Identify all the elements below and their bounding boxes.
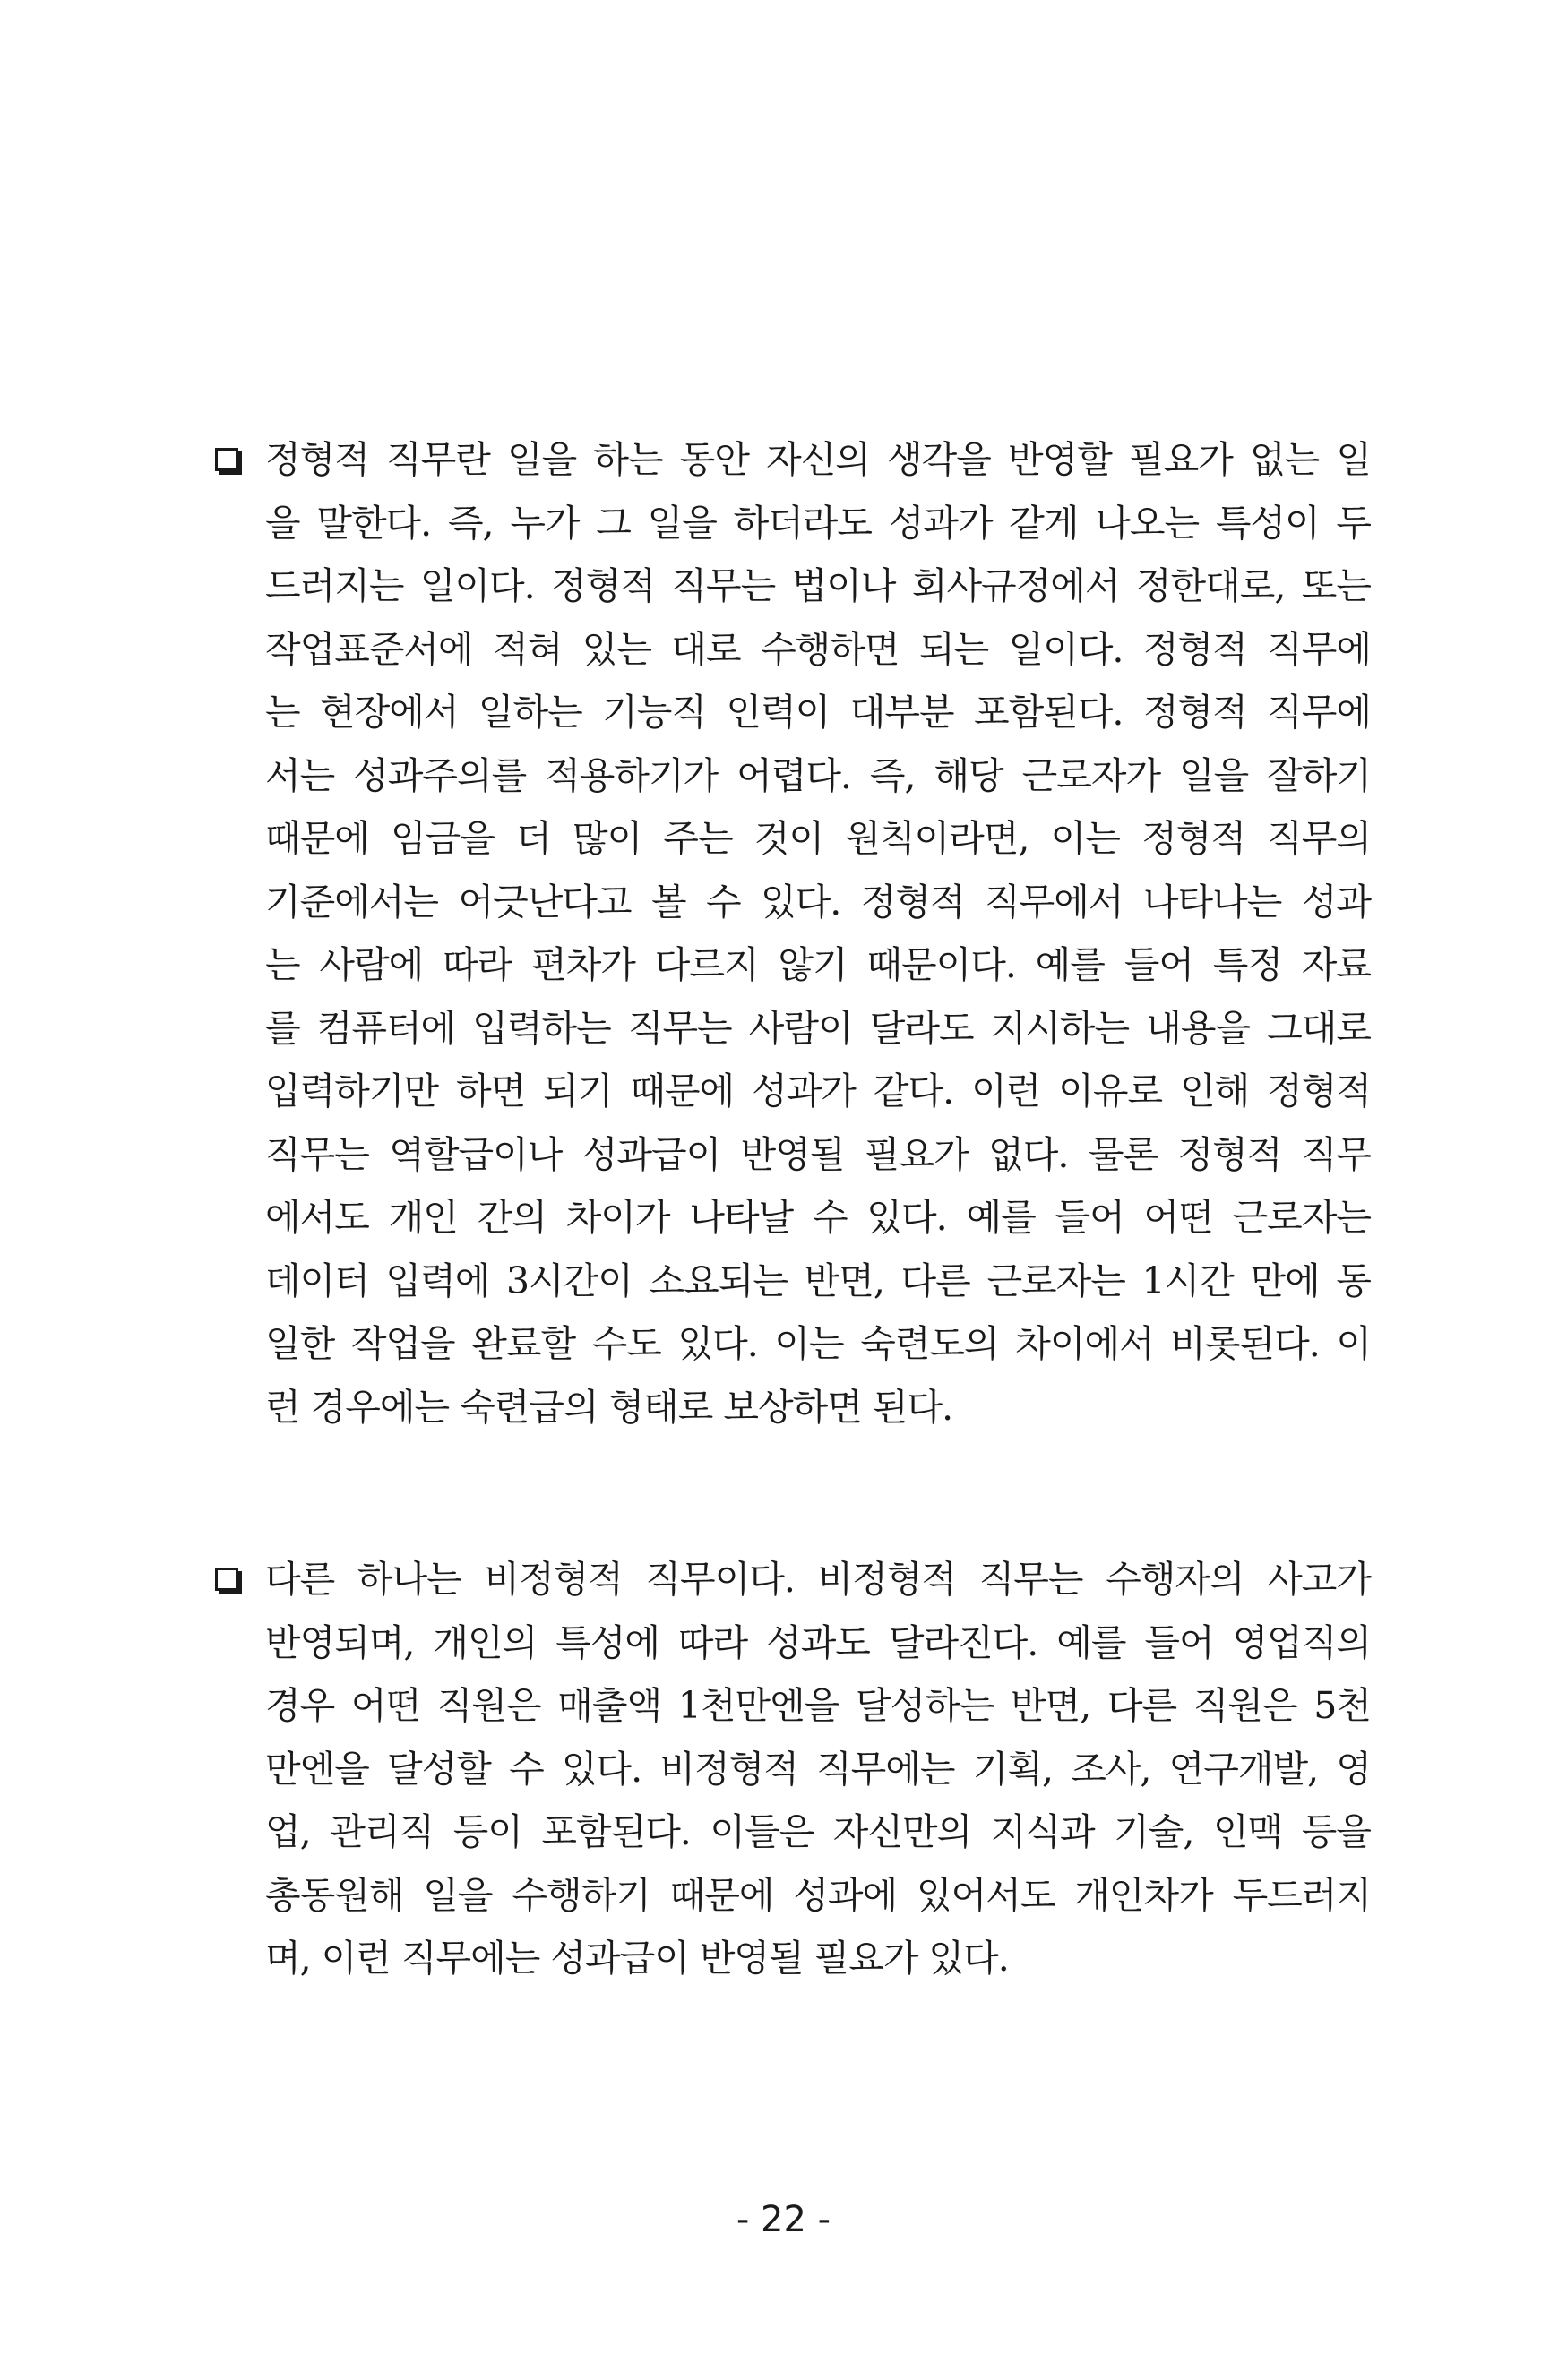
text-line: 런 경우에는 숙련급의 형태로 보상하면 된다. <box>265 1385 953 1429</box>
text-line: 드러지는 일이다. 정형적 직무는 법이나 회사규정에서 정한대로, 또는 <box>265 564 1371 607</box>
text-line: 작업표준서에 적혀 있는 대로 수행하면 되는 일이다. 정형적 직무에 <box>265 627 1371 671</box>
text-line: 며, 이런 직무에는 성과급이 반영될 필요가 있다. <box>265 1937 1009 1980</box>
text-line: 을 말한다. 즉, 누가 그 일을 하더라도 성과가 같게 나오는 특성이 두 <box>265 501 1371 545</box>
text-line: 때문에 임금을 더 많이 주는 것이 원칙이라면, 이는 정형적 직무의 <box>265 817 1371 860</box>
paragraph-text <box>265 1548 1371 1990</box>
page-number: - 22 - <box>736 2199 831 2240</box>
paragraph-text <box>265 428 1371 1439</box>
text-line: 업, 관리직 등이 포함된다. 이들은 자신만의 지식과 기술, 인맥 등을 <box>265 1810 1371 1853</box>
text-line: 에서도 개인 간의 차이가 나타날 수 있다. 예를 들어 어떤 근로자는 <box>265 1196 1371 1239</box>
text-line: 반영되며, 개인의 특성에 따라 성과도 달라진다. 예를 들어 영업직의 <box>265 1620 1371 1664</box>
text-line: 는 사람에 따라 편차가 다르지 않기 때문이다. 예를 들어 특정 자료 <box>265 943 1371 986</box>
text-line: 데이터 입력에 3시간이 소요되는 반면, 다른 근로자는 1시간 만에 동 <box>265 1259 1371 1302</box>
text-line: 총동원해 일을 수행하기 때문에 성과에 있어서도 개인차가 두드러지 <box>265 1873 1371 1917</box>
text-line: 기준에서는 어긋난다고 볼 수 있다. 정형적 직무에서 나타나는 성과 <box>265 880 1371 924</box>
text-line: 만엔을 달성할 수 있다. 비정형적 직무에는 기획, 조사, 연구개발, 영 <box>265 1747 1371 1791</box>
text-line: 정형적 직무란 일을 하는 동안 자신의 생각을 반영할 필요가 없는 일 <box>265 438 1371 481</box>
text-line: 일한 작업을 완료할 수도 있다. 이는 숙련도의 차이에서 비롯된다. 이 <box>265 1322 1371 1365</box>
text-line: 서는 성과주의를 적용하기가 어렵다. 즉, 해당 근로자가 일을 잘하기 <box>265 753 1371 797</box>
text-line: 직무는 역할급이나 성과급이 반영될 필요가 없다. 물론 정형적 직무 <box>265 1132 1371 1176</box>
text-line: 를 컴퓨터에 입력하는 직무는 사람이 달라도 지시하는 내용을 그대로 <box>265 1006 1371 1050</box>
text-line: 는 현장에서 일하는 기능직 인력이 대부분 포함된다. 정형적 직무에 <box>265 691 1371 734</box>
checkbox-bullet-icon <box>215 1568 238 1591</box>
text-line: 경우 어떤 직원은 매출액 1천만엔을 달성하는 반면, 다른 직원은 5천 <box>265 1684 1371 1727</box>
text-line: 입력하기만 하면 되기 때문에 성과가 같다. 이런 이유로 인해 정형적 <box>265 1070 1371 1113</box>
text-line: 다른 하나는 비정형적 직무이다. 비정형적 직무는 수행자의 사고가 <box>265 1558 1371 1601</box>
checkbox-bullet-icon <box>215 448 238 471</box>
